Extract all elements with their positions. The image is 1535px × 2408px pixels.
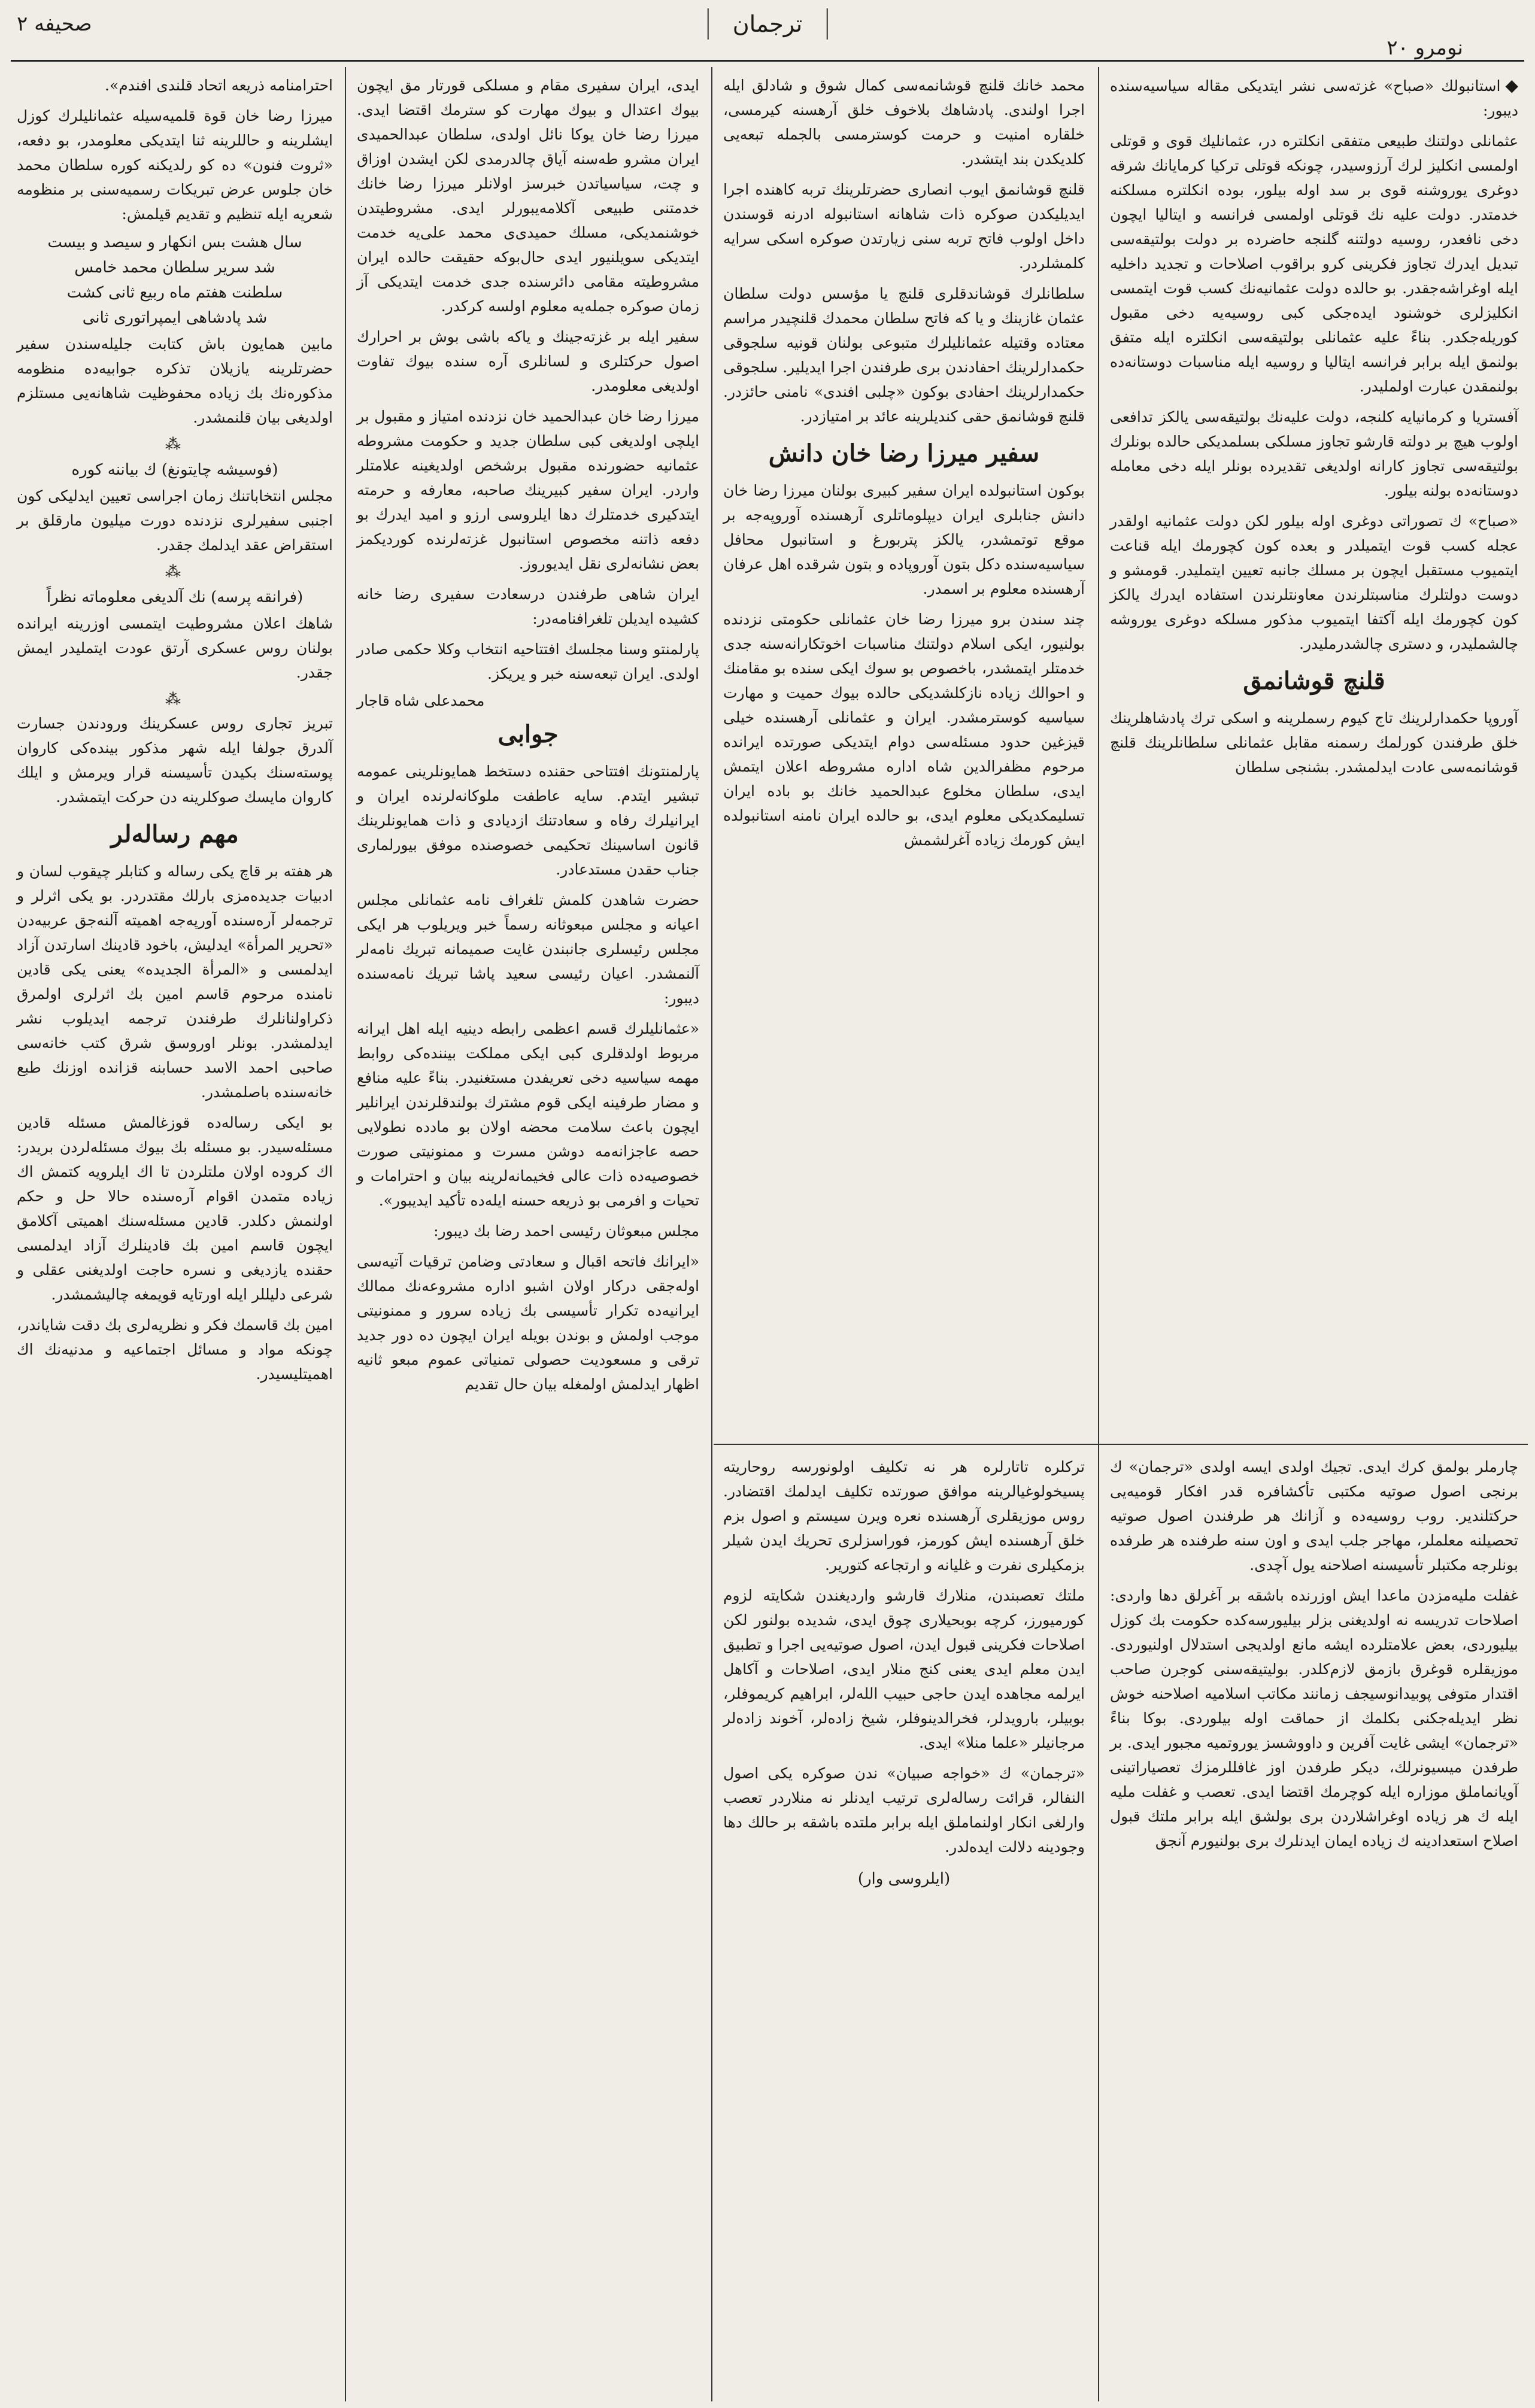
article-intro xyxy=(1110,73,1518,123)
paragraph: بو ایكی رساله‌ده قوزغالمش مسئله قادین مسئله‌سیدر. بو مسئله بك بیوك مسئله‌لردن بریدر: اك كروده اولان ملتلردن تا اك ایلرویه كتمش اك زیاده متمدن اقوام آره‌سنده حالا حل و حكم اولنمش دكلدر. قادین مسئله‌سنك اهمیتی آكلامق ایچون قاسم امین بك قادینلرك آزاد ایدلمسی حقنده یازدیغی و نسره حاجت اولدیغنی عقلی و شرعی دلیللر ایله اورتایه قویمغه چالیشمشدر. xyxy=(17,1114,333,1303)
paragraph: پارلمنتو وسنا مجلسك افتتاحیه انتخاب وكلا حكمی صادر اولدی. ایران تبعه‌سنه خبر و یریكز. xyxy=(357,640,699,682)
paragraph: «صباح» ك تصوراتی دوغری اوله بیلور لكن دولت عثمانیه اولقدر عجله كسب قوت ایتمیلدر و بعده كون كچورمك ایله قناعت ایتمیوب مستقبل ایچون بر مسلك جانبه تعیین ایتملیدر. قومشو و دوست دولتلرك مناسبتلرندن معاونتلرندن استفاده ایدرك یالكز كون كچورمك ایله آكتفا ایتمیوب مذكور مسلكه دوغری یوروشه چالشملیدر، و دستری چالشدرملیدر. xyxy=(1110,512,1518,652)
paragraph: میرزا رضا خان قوة قلمیه‌سیله عثمانلیلرك كوزل ایشلرینه و حاللرینه ثنا ایتدیكی معلومدر، بو دفعه، «ثروت فنون» ده كو رلدیكنه كوره سلطان محمد خان جلوس عرض تبریكات رسمیه‌سنی بر منظومه شعریه ایله تنظیم و تقدیم قیلمش: xyxy=(17,107,333,223)
issue-number-label: نومرو ۲۰ xyxy=(1387,36,1463,60)
column-divider xyxy=(1098,67,1099,2401)
paragraph: آوروپا حكمدارلرینك تاج كیوم رسملرینه و اسكی ترك پادشاهلرینك خلق طرفندن كورلمك رسمنه مقابل عثمانلی سلطانلرینك قلنچ قوشانمه‌سی عادت ایدلمشدر. بشنجی سلطان xyxy=(1110,709,1518,776)
paragraph: قلنچ قوشانمق ایوب انصاری حضرتلرینك تربه كاهنده اجرا ایدیلیكدن صوكره ذات شاهانه استانبوله ادرنه قوسندن داخل اولوب فاتح تربه سنی زیارتدن صوكره اسكی سرایه كلمشلردر. xyxy=(723,181,1085,272)
paragraph: «عثمانلیلرك قسم اعظمی رابطه دینیه ایله اهل ایرانه مربوط اولدقلری كبی ایكی مملكت بیننده‌كی روابط مهمه سیاسیه دخی تعریفدن مستغنیدر. بناءً علیه منافع و مضار طرفینه ایكی قوم مشترك بولندقلرندن ایرانلیر ایچون باعث سلامت محضه اولان بو مادده نطولایی حصه عاجزانه‌مه دوشن مسرت و ممنونیتی صورت خصوصیه‌ده ذات عالی فخیمانه‌لرینه بیان و احترامات و تحیات و افرمی بو ذریعه حسنه ایله‌ده تأكید ایدیبور». xyxy=(357,1020,699,1209)
paragraph: چند سندن برو میرزا رضا خان عثمانلی حكومتی نزدنده بولنیور، ایكی اسلام دولتنك مناسبات اخوتكارانه‌سنه جدی خدمتلر ایتمشدر، باخصوص بو سوك ایكی سنده بو مقامنك و احوالك زیاده نازكلشدیكی حالده بیوك حمیت و مهارت سیاسیه كوسترمشدر. ایران و عثمانلی آرهسنده خیلی قیزغین حدود مسئله‌سی دوام ایتدیكی صورتده ایرانده مرحوم مظفرالدین شاه اداره مشروطه اعلان ایتمش ایدی، سلطان مخلوع عبدالحمید خانك بو باده ایران تسلیمكدیكی معلوم ایدی، بو حالده ایران نامنه استانبولده ایش كورمك زیاده آغرلشمش xyxy=(723,611,1085,849)
continued-note: (ایلروسی وار) xyxy=(857,1870,951,1888)
paragraph: غفلت ملیه‌مزدن ماعدا ایش اوزرنده باشقه بر آغرلق دها واردی: اصلاحات تدریسه نه اولدیغنی بزلر بیلیورسه‌كده حكومت بك كوزل بیلیوردی، بعض علامتلرده ایشه مانع اولدیجی استدلال اولنیوردی. موزیقلره قوغرق بازمق لازم‌كلدر. بولیتیقه‌سنی كوجرن صاحب اقتدار متوفی پوبیدانوسیجف زمانند مكاتب اسلامیه اصلاحنه خوش نظر ایدیله‌جكنی بكلمك از حماقت اوله بیلوردی. بوكا بناءً «ترجمان» ایشی غایت آفرین و داووشسز یوروتمیه مجبور ایدی. بر طرفدن میسیونرلك، دیكر طرفدن اوز غافللرمزك تعصیاراتینی آویانماملق موزاره ایله كوچرمك اقتضا ایدی. تعصب و غفلت ملیه ایله ك هر زیاده اوغراشلاردن بری بولشق ایله برابر ملتك قبول اصلاح استعدادینه ك زیاده ایمان ایدنلرك بری بولنیورم آنجق xyxy=(1110,1587,1518,1850)
paragraph: امین بك قاسمك فكر و نظریه‌لری بك دقت شایاندر، چونكه مواد و مسائل اجتماعیه و مدنیه‌نك اك اهمیتلیسیدر. xyxy=(17,1316,333,1383)
section-title: (فوسیشه چایتونغ) ك بیاننه كوره xyxy=(71,461,278,479)
verse-line: سلطنت هفتم ماه ربیع ثانی كشت xyxy=(66,284,283,302)
paragraph: ایدی، ایران سفیری مقام و مسلكی قورتار مق ایچون بیوك اعتدال و بیوك مهارت كو سترمك اقتضا ایدی. میرزا رضا خان یوكا نائل اولدی، سلطان عبدالحمیدی ایران مشرو طه‌سنه آیاق چالدرمدی لكن ایشدن اوزاق و چت، سیاسیاتدن خبرسز اولانلر میرزا رضا خانك خدمتنی طبیعی آكلامه‌یبورلر ایدی. مشروطیتدن خوشنمدیكی، مسلك حمیدی‌ی محمد علی‌یه خدمت ایتدیكی سویلنیور ایدی حال‌بوكه حقیقت حالده ایران مشروطیته مقامی دائرسنده جدی خدمت ایتدیكی آز زمان صوكره جمله‌یه معلوم اولسه كركدر. xyxy=(357,77,699,315)
paragraph: حضرت شاهدن كلمش تلغراف نامه عثمانلی مجلس اعیانه و مجلس مبعوثانه رسماً خبر ویریلوب هر ایكی مجلس رئیسلری جانبندن غایت صمیمانه تبریك نامه‌لر آلنمشدر. اعیان رئیسی سعید پاشا تبریك نامه‌سنده دیبور: xyxy=(357,891,699,1007)
ornament-divider-icon: ⁂ xyxy=(165,691,184,709)
diamond-bullet-icon: ◆ xyxy=(1505,75,1518,95)
page-header xyxy=(0,0,1535,67)
paragraph: تركلره تاتارلره هر نه تكلیف اولونورسه روحاریته پسیخولوغیالرینه موافق صورتده تكلیف ایدلمك اقتضادر. روس موزیقلری آرهسنده نعره ویرن سیستم و اصول بزم خلق آرهسنده ایش كورمز، فوراسزلری تحریك ایدن شیلر بزمكیلری نفرت و غلیانه و ارتجاعه كتوریر. xyxy=(723,1458,1085,1574)
column-3 xyxy=(347,67,709,2401)
article-headline: مهم رساله‌لر xyxy=(111,820,239,848)
paragraph: بوكون استانبولده ایران سفیر كبیری بولنان میرزا رضا خان دانش جنابلری ایران دیپلوماتلری آرهسنده آوروپه‌جه بر موقع توتمشدر، یالكز پتربورغ و استانبول محافل سیاسیه‌سنده دكل بتون آوروپاده و بتون شرقده اهل عرفان آرهسنده معلوم بر اسمدر. xyxy=(723,482,1085,597)
masthead-title: ترجمان xyxy=(708,8,828,40)
ornament-divider-icon: ⁂ xyxy=(165,563,184,581)
paragraph: ملتك تعصبندن، منلارك قارشو واردیغندن شكایته لزوم كورمیورز، كرچه بوبحیلاری چوق ایدی، شدیده بولنور لكن اصلاحات فكرینی قبول ایدن، اصول صوتیه‌یی اجرا و تطبیق ایدن معلم ایدی یعنی كنج منلار ایدی، اصلاحات و آكاهل ایرلمه مجاهده ایدن حاجی حبیب الله‌لر، ابراهیم كریموفلر، بوبیلر، باروید‌لر، فخرالدینوفلر، شیخ زاده‌لر، آخوند زاده‌لر مرجانیلر «علما منلا» ایدی. xyxy=(723,1587,1085,1751)
column-divider xyxy=(345,67,346,2401)
paragraph: سفیر ایله بر غزته‌جینك و یاكه باشی بوش بر احرارك اصول حركتلری و لسانلری آره سنده بیوك تفاوت اولدیغی معلومدر. xyxy=(357,328,699,394)
header-rule xyxy=(11,60,1524,62)
paragraph: میرزا رضا خان عبدالحمید خان نزدنده امتیاز و مقبول بر ایلچی اولدیغی كبی سلطان جدید و حكومت مشروطه عثمانیه حضورنده مقبول برشخص اولدیغینه علامتلر واردر. ایران سفیر كبیرینك صاحبه، معارفه و حرمته ایتدكیری خدمتلرك دها ایلروسی ارزو و امید ایدرك بو دفعه ذاتنه مخصوص استانبول غزته‌لرنده كوردیكمز بعض نشانه‌لری نقل ایدیوروز. xyxy=(357,408,699,572)
paragraph: پارلمنتونك افتتاحی حقنده دستخط همایونلرینی عمومه تبشیر ایتدم. سایه عاطفت ملوكانه‌لرنده ایران و ایرانیلرك رفاه و سعادتنك ازدیادی و ذات همایونلرینك قانون اساسینك تحكیمی خصوصنده موفق بیورلماری جناب حقدن مستدعادر. xyxy=(357,763,699,878)
paragraph: آفستریا و كرمانیایه كلنجه، دولت علیه‌نك بولتیقه‌سی یالكز تدافعی اولوب هیچ بر دولته قارشو تجاوز مسلكی بسلمدیكی حالده بونلرك بولتیقه‌سی تجاوز كارانه اولدیغی تقدیرده بونلر ایله دخی معامله دوستانه‌ده بولنه بیلور. xyxy=(1110,408,1518,499)
paragraph: مابین همایون باش كتابت جلیله‌سندن سفیر حضرتلرینه یازیلان تذكره جوابیه‌ده منظومه مذكوره‌نك بك زیاده محفوظیت شاهانه‌یی مستلزم اولدیغی بیان قلنمشدر. xyxy=(17,335,333,426)
paragraph: عثمانلی دولتنك طبیعی متفقی انكلتره در، عثمانلیك قوی و قوتلی اولمسی انكلیز لرك آرزوسیدر، چونكه قوتلی تركیا كرمایانك شرقه دوغری یوروشنه قوی بر سد اوله بیلور، بوده انكلتره مسلكنه خدمتدر. دولت علیه نك قوتلی اولمسی فرانسه و ایتالیا ایچون دخی نافعدر، روسیه دولتنه گلنجه حاضرده بر دولت بولتیقه‌سی تبدیل ایدرك تجاوز فكرینی كرو براقوب اصلاحات و تجدید داخلیه ایله اوغراشه‌جقدر. بو حالده دولت عثمانیه‌نك كسب قوت ایتمسی انكلیزلری خوشنود ایده‌جكی كبی روسیه‌یه دخی مقبول كوریله‌جكدر. بناءً علیه عثمانلی بولتیقه‌سی انكلتره ایله متفق بولنمق ایله برابر فرانسه ایتالیا و روسیه ایله مناسبات دوستانه‌ده بولنمقدن عبارت اولملیدر. xyxy=(1110,132,1518,395)
paragraph: هر هفته بر قاچ یكی رساله و كتابلر چیقوب لسان و ادبیات جدیده‌مزی بارلك مقتدردر. بو یكی اثرلر و ترجمه‌لر آره‌سنده آورپه‌جه اهمیته آلنه‌جق عربیه‌دن «تحریر المرأة» ایدلیش، باخود قادینك اسارتدن آزاد ایدلمسی و «المرأة الجدیده» یعنی یكی قادین نامنده مرحوم قاسم امین بك اثرلری اولمرق ذكراولنانلرك طرفندن ترجمه ایدیلوب نشر ایدلمشدر. بونلر اوروسق شرق كتب خانه‌سی صاحبی احمد الاسد حسابنه قزانده اوزنك طبع خانه‌سنده باصلمشدر. xyxy=(17,863,333,1101)
page-number-label: صحيفه ۲ xyxy=(17,12,92,36)
paragraph: سلطانلرك قوشاندقلری قلنچ یا مؤسس دولت سلطان عثمان غازینك و یا كه فاتح سلطان محمدك قلنچیدر مراسم معتاده وقتیله عثمانلیلرك متبوعی بولنان قونیه سلجوقی حكمدارلرینك احفادندن بری طرفندن اجرا ایدیلیر. سلجوقی حكمدارلرینك احفادی بوكون «چلبی افندی» نامنی حائزدر. قلنچ قوشانمق حقی كندیلرینه عائد بر امتیازدر. xyxy=(723,285,1085,425)
verse-line: شد سریر سلطان محمد خامس xyxy=(74,259,275,277)
paragraph: «ایرانك فاتحه اقبال و سعادتی وضامن ترقیات آتیه‌سی اوله‌جقی دركار اولان اشبو اداره مشروعه‌نك ممالك ایرانیه‌ده تكرار تأسیسی بك زیاده سرور و ممنونیتی موجب اولمش و بوندن بویله ایران ایچون ده دور جدید ترقی و مسعودیت حصولی تمنیاتی عموم مبعو ثانیه اظهار ایدلمش اولمغله بیان حال تقدیم xyxy=(357,1253,699,1393)
section-title: (فرانقه پرسه) نك آلدیغی معلوماته نظراً xyxy=(46,588,304,606)
paragraph: احترامنامه ذریعه اتحاد قلندی افندم». xyxy=(105,77,333,94)
lower-column-2 xyxy=(714,1449,1094,2401)
intro-text: استانبولك «صباح» غزته‌سی نشر ایتدیكی مقاله سیاسیه‌سنده دیبور: xyxy=(1110,77,1518,119)
column-2 xyxy=(714,67,1094,1444)
verse-line: سال هشت بس انكهار و سیصد و بیست xyxy=(47,233,302,251)
lower-column-1 xyxy=(1100,1449,1528,2401)
paragraph: شاهك اعلان مشروطیت ایتمسی اوزرینه ایرانده بولنان روس عسكری آرتق عودت ایتملیدر ایمش جقدر. xyxy=(17,615,333,681)
paragraph: «ترجمان» ك «خواجه صبیان» ندن صوكره یكی اصول النفالر، قرائت رساله‌لری ترتیب ایدنلر نه منلاردر تعصب وارلغی انكار اولنماملق ایله برابر ملتده باشقه بر حالك دها وجودینه دلالت ایده‌لدر. xyxy=(723,1765,1085,1856)
paragraph: چارملر بولمق كرك ایدی. تجیك اولدی ایسه اولدی «ترجمان» ك برنجی اصول صوتیه مكتبی تأكشافره قدر افكار قومیه‌یی حركتلندیر. روب روسیه‌ده و آزانك هر طرفندن اصول صوتیه تحصیلنه معلملر، مهاجر جلب ایدی و اون سنه طرفنده هر طرفده بونلرجه مكتبلر تأسیسنه اصلاحنه یول آچدی. xyxy=(1110,1458,1518,1574)
column-4 xyxy=(7,67,342,2401)
paragraph: ایران شاهی طرفندن درسعادت سفیری رضا خانه كشیده ایدیلن تلغرافنامه‌در: xyxy=(357,585,699,627)
verse-line: شد پادشاهی ایمپراتوری ثانی xyxy=(82,309,268,327)
paragraph: مجلس مبعوثان رئیسی احمد رضا بك دیبور: xyxy=(433,1222,699,1240)
article-headline: سفیر میرزا رضا خان دانش xyxy=(768,439,1040,467)
telegram-signature: محمدعلی شاه قاجار xyxy=(357,692,485,709)
column-divider xyxy=(711,67,712,2401)
paragraph: محمد خانك قلنچ قوشانمه‌سی كمال شوق و شادلق ایله اجرا اولندی. پادشاهك بلاخوف خلق آرهسنه كیرمسی، خلقاره امنیت و حرمت كوسترمسی بالجمله تبعه‌یی كلدیكدن بند ایتشدر. xyxy=(723,77,1085,168)
paragraph: تبریز تجاری روس عسكرینك ورودندن جسارت آلدرق جولفا ایله شهر مذكور بینده‌كی كاروان پوسته‌سنك بكیدن تأسیسنه قرار ویرمش و ایلك كاروان مایسك صوكلرینه دن حركت ایتمشدر. xyxy=(17,715,333,806)
article-headline: جوابی xyxy=(497,720,559,748)
article-headline: قلنچ قوشانمق xyxy=(1243,667,1385,695)
ornament-divider-icon: ⁂ xyxy=(165,436,184,454)
paragraph: مجلس انتخاباتنك زمان اجراسی تعیین ایدلیكی كون اجنبی سفیرلری نزدنده دورت میلیون مارقلق بر استقراض عقد ایدلمك جقدر. xyxy=(17,487,333,554)
